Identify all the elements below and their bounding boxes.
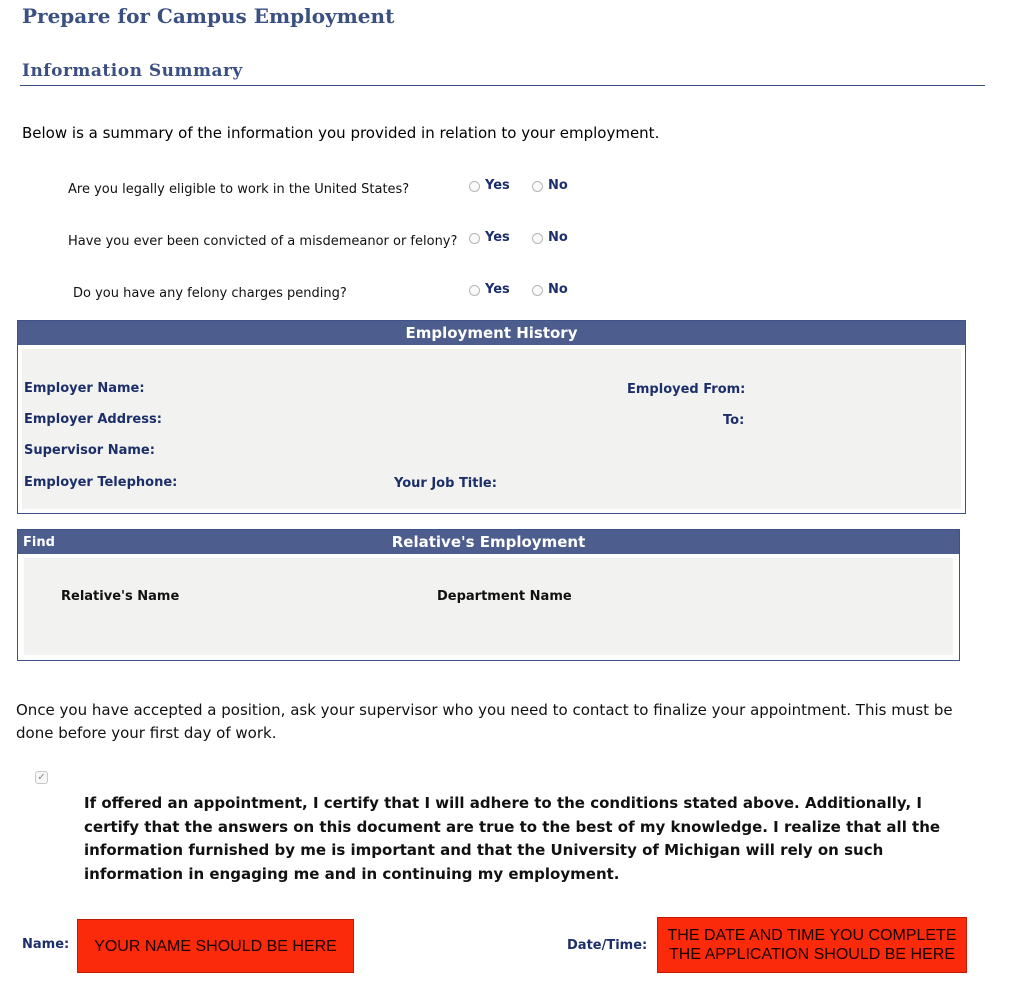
certification-text: If offered an appointment, I certify that I will adhere to the conditions stated above. Additionally, I certify that the answers on this document are true to the best of my knowledge. I realize that all the information furnished by me is important and that the University of Michigan will rely on such information in engaging me and in continuing my employment. [84, 794, 941, 883]
relative-name-column-header: Relative's Name [61, 589, 180, 604]
convicted-yes-label[interactable]: Yes [485, 230, 510, 245]
convicted-no-radio[interactable] [532, 233, 543, 244]
finalize-note: Once you have accepted a position, ask your supervisor who you need to contact to finalize your appointment. This must be done before your first day of work. [16, 701, 953, 742]
convicted-yes-radio[interactable] [469, 233, 480, 244]
eligible-yes-label[interactable]: Yes [485, 178, 510, 193]
relatives-panel [17, 529, 960, 661]
section-title: Information Summary [22, 61, 243, 81]
eligible-yes-radio[interactable] [469, 181, 480, 192]
page-title: Prepare for Campus Employment [22, 4, 395, 28]
job-title-label: Your Job Title: [394, 476, 497, 491]
supervisor-name-label: Supervisor Name: [24, 443, 155, 458]
eligible-no-radio[interactable] [532, 181, 543, 192]
question-eligible: Are you legally eligible to work in the United States? [68, 182, 410, 197]
pending-no-label[interactable]: No [548, 282, 568, 297]
employment-history-body [22, 349, 961, 509]
convicted-no-label[interactable]: No [548, 230, 568, 245]
question-convicted: Have you ever been convicted of a misdemeanor or felony? [68, 234, 458, 249]
employer-name-label: Employer Name: [24, 381, 145, 396]
employment-history-panel [17, 320, 966, 514]
employer-telephone-label: Employer Telephone: [24, 475, 178, 490]
department-name-column-header: Department Name [437, 589, 572, 604]
pending-yes-label[interactable]: Yes [485, 282, 510, 297]
date-time-value-box: THE DATE AND TIME YOU COMPLETE THE APPLICATION SHOULD BE HERE [657, 917, 967, 973]
certify-checkbox[interactable]: ✓ [35, 771, 48, 784]
eligible-no-label[interactable]: No [548, 178, 568, 193]
date-time-label: Date/Time: [567, 938, 648, 953]
intro-text: Below is a summary of the information you provided in relation to your employment. [22, 124, 660, 142]
relatives-body [24, 558, 953, 655]
pending-yes-radio[interactable] [469, 285, 480, 296]
name-label: Name: [22, 937, 70, 952]
name-value-box: YOUR NAME SHOULD BE HERE [77, 919, 354, 973]
find-link[interactable]: Find [23, 535, 55, 550]
employed-from-label: Employed From: [627, 382, 746, 397]
pending-no-radio[interactable] [532, 285, 543, 296]
section-divider [20, 85, 985, 86]
employed-to-label: To: [723, 413, 745, 428]
relatives-header: Relative's Employment [18, 530, 959, 554]
employment-history-header: Employment History [18, 321, 965, 345]
question-pending: Do you have any felony charges pending? [73, 286, 347, 301]
employer-address-label: Employer Address: [24, 412, 162, 427]
